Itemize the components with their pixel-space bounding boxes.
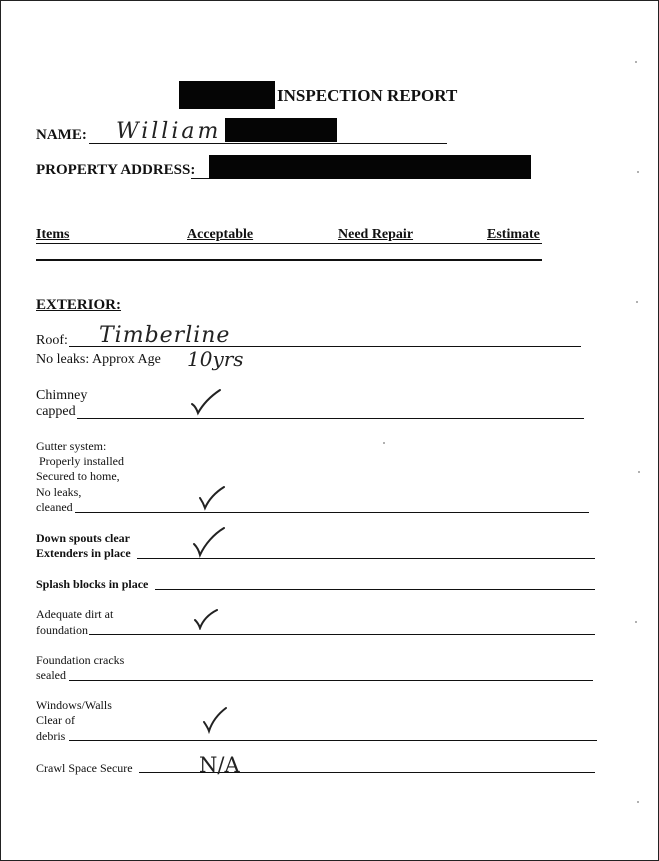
windows-label-2: Clear of bbox=[36, 713, 75, 727]
scan-speck bbox=[637, 171, 639, 173]
foundation-line bbox=[69, 680, 593, 681]
roof-handwritten: Timberline bbox=[99, 323, 231, 348]
column-estimate: Estimate bbox=[487, 227, 540, 242]
scan-speck bbox=[636, 301, 638, 303]
report-title: INSPECTION REPORT bbox=[277, 86, 458, 105]
roof-label: Roof: bbox=[36, 333, 68, 348]
column-items: Items bbox=[36, 227, 70, 242]
no-leaks-label: No leaks: Approx Age bbox=[36, 352, 161, 367]
name-handwritten: William bbox=[116, 119, 222, 144]
dirt-label-1: Adequate dirt at bbox=[36, 607, 114, 621]
chimney-line bbox=[77, 418, 584, 419]
dirt-line bbox=[89, 634, 595, 635]
scan-speck bbox=[635, 621, 637, 623]
windows-label-1: Windows/Walls bbox=[36, 698, 112, 712]
windows-label-3: debris bbox=[36, 729, 66, 743]
roof-line bbox=[69, 346, 581, 347]
redacted-address bbox=[209, 155, 531, 179]
chimney-label-2: capped bbox=[36, 404, 76, 419]
chimney-label-1: Chimney bbox=[36, 388, 88, 403]
crawl-space-label: Crawl Space Secure bbox=[36, 761, 133, 775]
redacted-title-prefix bbox=[179, 81, 275, 109]
windows-line bbox=[69, 740, 597, 741]
gutter-label-5: cleaned bbox=[36, 500, 73, 514]
dirt-label-2: foundation bbox=[36, 623, 88, 637]
foundation-label-2: sealed bbox=[36, 668, 66, 682]
age-handwritten: 10yrs bbox=[187, 347, 244, 371]
downspouts-line bbox=[137, 558, 595, 559]
header-underline-1 bbox=[36, 243, 542, 244]
crawl-space-handwritten: N/A bbox=[199, 753, 240, 777]
gutter-acceptable-check-icon bbox=[197, 485, 227, 511]
gutter-label-3: Secured to home, bbox=[36, 469, 120, 483]
windows-acceptable-check-icon bbox=[201, 706, 229, 734]
downspouts-label-1: Down spouts clear bbox=[36, 531, 131, 545]
scan-speck bbox=[383, 442, 385, 444]
name-label: NAME: bbox=[36, 127, 87, 143]
section-exterior: EXTERIOR: bbox=[36, 297, 122, 313]
chimney-acceptable-check-icon bbox=[189, 388, 223, 416]
gutter-label-1: Gutter system: bbox=[36, 439, 107, 453]
splash-blocks-label: Splash blocks in place bbox=[36, 577, 149, 591]
scan-speck bbox=[637, 801, 639, 803]
gutter-label-4: No leaks, bbox=[36, 485, 82, 499]
column-need-repair: Need Repair bbox=[338, 227, 414, 242]
foundation-label-1: Foundation cracks bbox=[36, 653, 125, 667]
column-acceptable: Acceptable bbox=[187, 227, 254, 242]
name-underline bbox=[89, 143, 447, 144]
scan-speck bbox=[638, 471, 640, 473]
splash-blocks-line bbox=[155, 589, 595, 590]
redacted-name bbox=[225, 118, 337, 142]
scan-speck bbox=[635, 61, 637, 63]
header-underline-2 bbox=[36, 259, 542, 261]
downspouts-label-2: Extenders in place bbox=[36, 546, 131, 560]
downspouts-acceptable-check-icon bbox=[191, 526, 227, 558]
gutter-line bbox=[75, 512, 589, 513]
address-label: PROPERTY ADDRESS: bbox=[36, 162, 196, 178]
dirt-acceptable-check-icon bbox=[193, 608, 219, 630]
gutter-label-2: Properly installed bbox=[39, 454, 124, 468]
